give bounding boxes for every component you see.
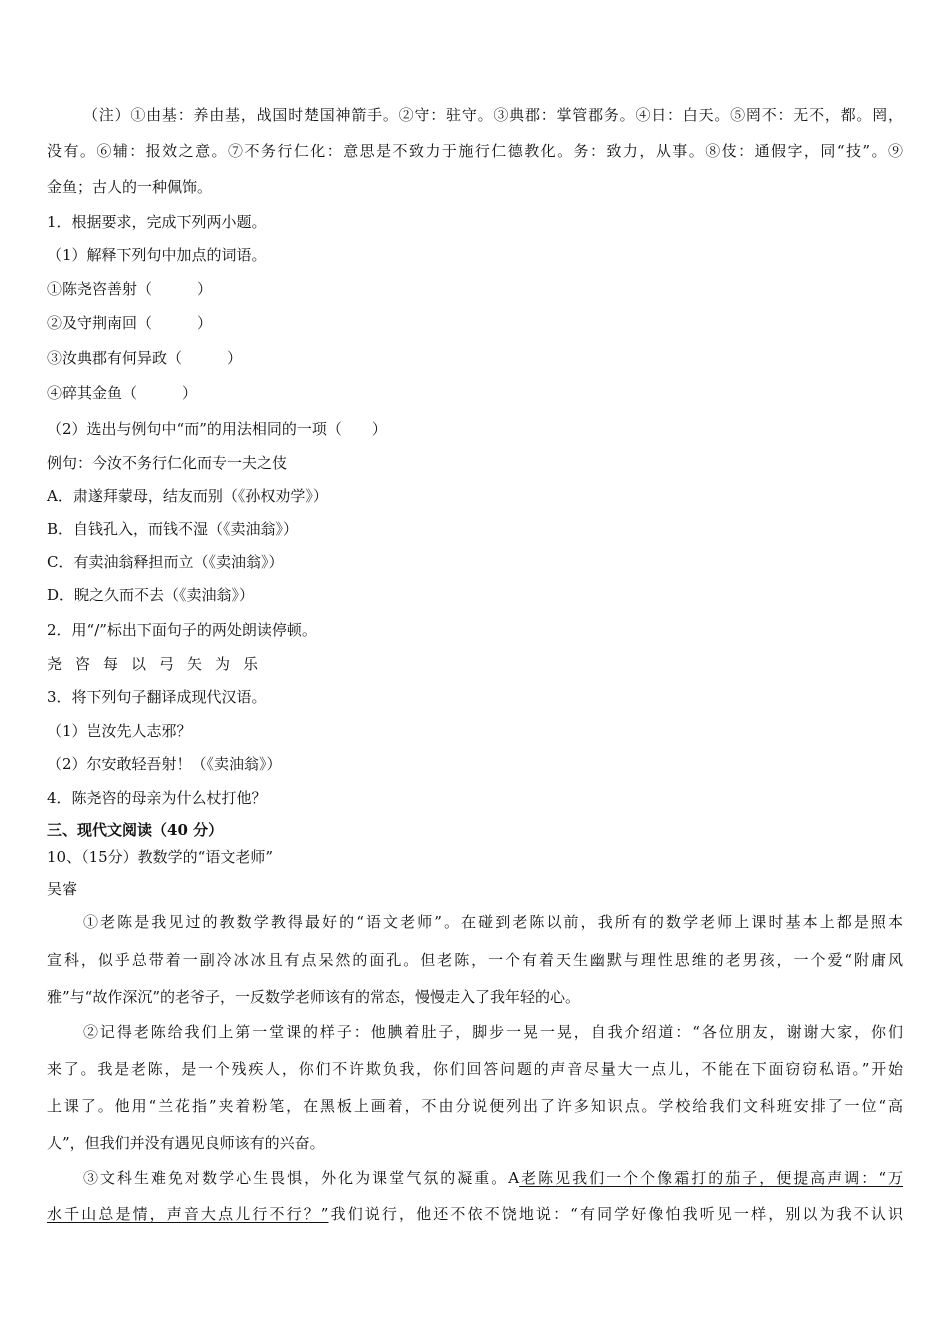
p3-line-1-underlined: 老陈见我们一个个像霜打的茄子，便提高声调：“万: [519, 1169, 903, 1187]
q3-title: 3．将下列句子翻译成现代汉语。: [47, 688, 267, 706]
q10-title: 10、（15分）教数学的“语文老师”: [47, 848, 274, 866]
q1-sub2: （2）选出与例句中“而”的用法相同的一项（ ）: [47, 420, 387, 438]
p3-line-1-plain: ③文科生难免对数学心生畏惧，外化为课堂气氛的凝重。A: [83, 1169, 520, 1187]
p2-line-4: 人”，但我们并没有遇见良师该有的兴奋。: [47, 1134, 325, 1152]
q4-title: 4．陈尧咨的母亲为什么杖打他？: [47, 789, 267, 807]
q2-title: 2．用“/”标出下面句子的两处朗读停顿。: [47, 621, 317, 639]
p2-line-3: 上课了。他用“兰花指”夹着粉笔，在黑板上画着，不由分说便列出了许多知识点。学校给我们文科班安排了一位“高: [47, 1097, 903, 1115]
p1-line-3: 雅”与“故作深沉”的老爷子，一反数学老师该有的常态，慢慢走入了我年轻的心。: [47, 988, 581, 1006]
q1-option-d: D．睨之久而不去（《卖油翁》）: [47, 586, 255, 604]
q2-sentence: 尧咨每以弓矢为乐: [47, 655, 272, 673]
q1-item-4: ④碎其金鱼（ ）: [47, 384, 198, 402]
p2-line-1: ②记得老陈给我们上第一堂课的样子：他腆着肚子，脚步一晃一晃，自我介绍道：“各位朋友，谢谢大家，你们: [83, 1023, 903, 1041]
q1-example: 例句：今汝不务行仁化而专一夫之伎: [47, 454, 288, 472]
q3-item-1: （1）岂汝先人志邪？: [47, 722, 192, 740]
p1-line-2: 宣科，似乎总带着一副冷冰冰且有点呆然的面孔。但老陈，一个有着天生幽默与理性思维的老男孩，一个爱“附庸风: [47, 951, 903, 969]
q1-option-b: B．自钱孔入，而钱不湿（《卖油翁》）: [47, 520, 299, 538]
note-line-1: （注）①由基：养由基，战国时楚国神箭手。②守：驻守。③典郡：掌管郡务。④日：白天。⑤罔不：无不，都。罔，: [83, 106, 903, 124]
q1-option-c: C．有卖油翁释担而立（《卖油翁》）: [47, 553, 284, 571]
note-line-2: 没有。⑥辅：报效之意。⑦不务行仁化：意思是不致力于施行仁德教化。务：致力，从事。⑧伎：通假字，同“技”。⑨: [47, 142, 903, 160]
p3-line-2-underlined: 水千山总是情，声音大点儿行不行？”: [47, 1205, 329, 1223]
q10-author: 吴睿: [47, 880, 78, 898]
q1-item-1: ①陈尧咨善射（ ）: [47, 280, 213, 298]
p2-line-2: 来了。我是老陈，是一个残疾人，你们不许欺负我，你们回答问题的声音尽量大一点儿，不能在下面窃窃私语。”开始: [47, 1060, 903, 1078]
p1-line-1: ①老陈是我见过的教数学教得最好的“语文老师”。在碰到老陈以前，我所有的数学老师上课时基本上都是照本: [83, 913, 903, 931]
q1-title: 1．根据要求，完成下列两小题。: [47, 213, 267, 231]
q1-option-a: A．肃遂拜蒙母，结友而别（《孙权劝学》）: [47, 487, 328, 505]
q1-sub1: （1）解释下列句中加点的词语。: [47, 246, 267, 264]
note-line-3: 金鱼；古人的一种佩饰。: [47, 178, 213, 196]
q3-item-2: （2）尔安敢轻吾射！（《卖油翁》）: [47, 755, 282, 773]
q1-item-3: ③汝典郡有何异政（ ）: [47, 349, 243, 367]
q1-item-2: ②及守荆南回（ ）: [47, 314, 213, 332]
p3-line-1: [83, 1168, 903, 1188]
section-3-title: 三、现代文阅读（40 分）: [47, 821, 224, 839]
p3-line-2: [47, 1204, 903, 1224]
p3-line-2-plain: 我们说行，他还不依不饶地说：“有同学好像怕我听见一样，别以为我不认识: [328, 1205, 903, 1223]
